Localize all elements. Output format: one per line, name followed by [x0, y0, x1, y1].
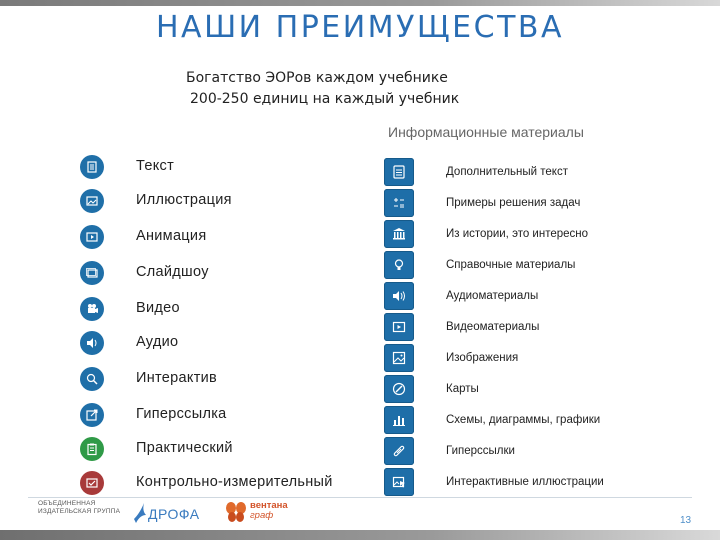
list-item-label: Гиперссылка — [136, 406, 227, 422]
list-item-label: Текст — [136, 158, 175, 174]
info-item-images — [384, 344, 704, 374]
list-item-animation — [80, 222, 380, 252]
list-item-audio — [80, 328, 380, 358]
info-item-label: Схемы, диаграммы, графики — [446, 414, 601, 426]
ventana-logo-line-2: граф — [250, 510, 274, 521]
info-item-maps — [384, 375, 704, 405]
list-item-label: Интерактив — [136, 370, 218, 386]
info-item-hyperlinks — [384, 437, 704, 467]
ventana-logo-text — [250, 501, 288, 521]
info-item-label: Карты — [446, 383, 479, 395]
animation-icon — [80, 225, 104, 249]
info-item-label: Справочные материалы — [446, 259, 576, 271]
link-icon — [384, 437, 414, 465]
list-item-interactive — [80, 364, 380, 394]
info-item-video — [384, 313, 704, 343]
list-item-video — [80, 294, 380, 324]
info-item-label: Дополнительный текст — [446, 166, 568, 178]
footer-divider — [28, 497, 692, 498]
list-item-text — [80, 152, 380, 182]
list-item-label: Анимация — [136, 228, 207, 244]
subtitle-line-2: 200-250 единиц на каждый учебник — [190, 91, 460, 107]
play-icon — [384, 313, 414, 341]
bottom-decorative-bar — [0, 530, 720, 540]
info-item-problem-examples — [384, 189, 704, 219]
info-item-label: Изображения — [446, 352, 519, 364]
info-item-audio — [384, 282, 704, 312]
compass-icon — [384, 375, 414, 403]
info-item-label: Из истории, это интересно — [446, 228, 589, 240]
publishing-group-logo — [38, 500, 120, 516]
bird-icon — [132, 499, 148, 527]
speaker-icon — [80, 331, 104, 355]
group-logo-line-2: ИЗДАТЕЛЬСКАЯ ГРУППА — [38, 508, 121, 515]
subtitle — [186, 68, 506, 110]
info-materials-heading: Информационные материалы — [388, 124, 584, 140]
info-item-charts — [384, 406, 704, 436]
list-item-label: Видео — [136, 300, 180, 316]
info-item-interactive-illustrations — [384, 468, 704, 498]
text-icon — [80, 155, 104, 179]
slideshow-icon — [80, 261, 104, 285]
math-operations-icon — [384, 189, 414, 217]
info-item-history — [384, 220, 704, 250]
list-item-illustration — [80, 186, 380, 216]
list-item-label: Иллюстрация — [136, 192, 232, 208]
info-item-label: Аудиоматериалы — [446, 290, 539, 302]
ventana-logo-line-1: вентана — [250, 500, 288, 511]
video-camera-icon — [80, 297, 104, 321]
info-item-label: Видеоматериалы — [446, 321, 540, 333]
bar-chart-icon — [384, 406, 414, 434]
drofa-logo-text: ДРОФА — [148, 506, 200, 522]
list-item-label: Практический — [136, 440, 233, 456]
drofa-logo — [132, 497, 212, 527]
list-item-hyperlink — [80, 400, 380, 430]
list-item-label: Аудио — [136, 334, 179, 350]
external-link-icon — [80, 403, 104, 427]
lightbulb-icon — [384, 251, 414, 279]
info-item-label: Гиперссылки — [446, 445, 515, 457]
illustration-icon — [80, 189, 104, 213]
page-number: 13 — [680, 515, 692, 526]
document-icon — [384, 158, 414, 186]
list-item-label: Слайдшоу — [136, 264, 209, 280]
butterfly-icon — [224, 500, 248, 524]
list-item-test — [80, 468, 380, 498]
list-item-label: Контрольно-измерительный — [136, 474, 333, 490]
group-logo-line-1: ОБЪЕДИНЕННАЯ — [38, 500, 96, 507]
test-icon — [80, 471, 104, 495]
list-item-practical — [80, 434, 380, 464]
info-item-label: Примеры решения задач — [446, 197, 581, 209]
museum-icon — [384, 220, 414, 248]
info-item-label: Интерактивные иллюстрации — [446, 476, 604, 488]
info-item-reference — [384, 251, 704, 281]
list-item-slideshow — [80, 258, 380, 288]
slide-title: НАШИ ПРЕИМУЩЕСТВА — [156, 10, 564, 45]
cursor-click-icon — [80, 367, 104, 391]
image-icon — [384, 344, 414, 372]
subtitle-line-1: Богатство ЭОРов каждом учебнике — [186, 70, 448, 86]
info-item-extra-text — [384, 158, 704, 188]
clipboard-icon — [80, 437, 104, 461]
top-decorative-bar — [0, 0, 720, 6]
interactive-image-icon — [384, 468, 414, 496]
ventana-graf-logo — [224, 497, 304, 527]
speaker-icon — [384, 282, 414, 310]
